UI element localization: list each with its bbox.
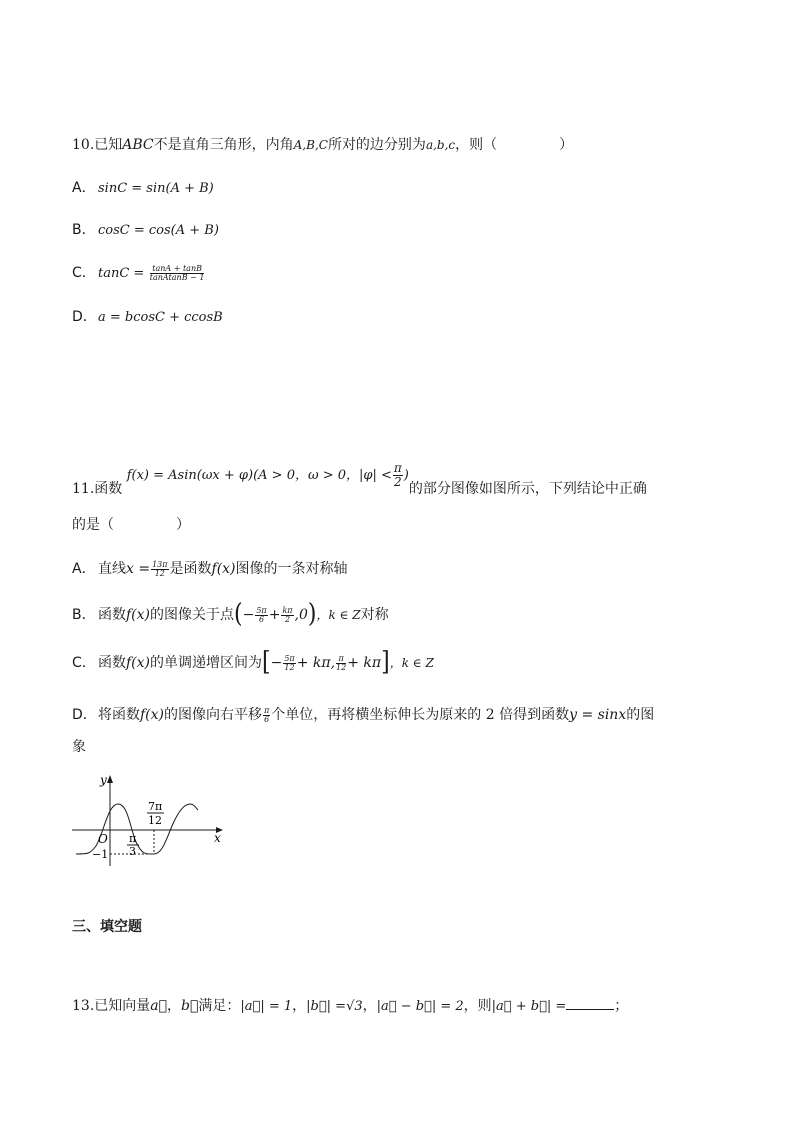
- seven-pi-twelve-numerator: 7π: [148, 800, 163, 813]
- option-lhs: tanC =: [98, 266, 145, 281]
- q10-triangle: ABC: [122, 137, 154, 153]
- sine-curve: [76, 804, 198, 854]
- minus-one-label: −1: [92, 848, 109, 861]
- condition-2: |b⃗| =: [306, 999, 347, 1014]
- q11-option-c[interactable]: C． 函数f(x)的单调递增区间为[− $\frac{5\pi}{12}$ + kπ, $\frac{\pi}{12}$ + kπ]，k ∈ Z: [72, 647, 434, 678]
- y-axis-arrow: [107, 775, 113, 783]
- option-fraction: [281, 607, 293, 624]
- right-bracket: ]: [381, 647, 390, 678]
- fraction-numerator: 5π: [256, 605, 267, 615]
- option-letter: B．: [72, 607, 96, 623]
- q13-satisfy: 满足：: [198, 998, 241, 1014]
- fraction-denominator: 2: [284, 614, 291, 624]
- option-expression: sinC = sin(A + B): [98, 181, 214, 196]
- q10-sides: a,b,c: [425, 138, 456, 152]
- pi-over-two: [393, 462, 403, 489]
- q10-close: ）: [559, 137, 574, 153]
- option-math: x =: [126, 561, 151, 577]
- section-heading: 三、填空题: [72, 919, 142, 935]
- option-condition: ，k ∈ Z: [316, 608, 361, 622]
- option-text: 对称: [360, 607, 389, 623]
- q10-option-a[interactable]: [72, 177, 214, 200]
- question-13: 13.已知向量a⃗，b⃗满足：|a⃗| = 1，|b⃗| =√3，|a⃗ − b⃗| = 2，则|a⃗ + b⃗| = ；: [72, 998, 629, 1014]
- q10-prefix: 10.已知: [72, 137, 123, 153]
- fraction-numerator: 13π: [152, 559, 168, 569]
- q13-end: ；: [614, 998, 629, 1014]
- q11-option-d[interactable]: [72, 704, 654, 726]
- question-10-stem: [72, 134, 573, 156]
- option-text: 函数: [98, 655, 126, 671]
- fraction-denominator: 6: [258, 614, 265, 624]
- q10-option-d[interactable]: [72, 306, 223, 329]
- function-graph: [66, 770, 236, 870]
- option-text: 是函数: [169, 561, 212, 577]
- fraction-numerator: π: [393, 461, 402, 475]
- option-letter: C．: [72, 655, 96, 671]
- formula-close: ): [403, 468, 409, 483]
- option-text: 图像的一条对称轴: [235, 561, 348, 577]
- option-text: 的单调递增区间为: [150, 655, 263, 671]
- option-letter: C．: [72, 265, 96, 281]
- origin-label: O: [98, 832, 108, 846]
- option-letter: A．: [72, 561, 96, 577]
- condition-3: |a⃗ − b⃗| = 2: [376, 999, 464, 1014]
- option-fraction: [150, 265, 205, 282]
- formula-text: f(x) = Asin(ωx + φ)(A > 0，ω > 0，|φ| <: [126, 468, 392, 483]
- option-math: f(x): [126, 655, 151, 671]
- q11-formula: [126, 461, 409, 489]
- option-fraction: [255, 607, 267, 624]
- option-text: 象: [72, 739, 86, 755]
- q10-text2: 所对的边分别为: [327, 137, 426, 153]
- option-text: 个单位，再将横坐标伸长为原来的 2 倍得到函数: [271, 707, 570, 723]
- option-text: 函数: [98, 607, 126, 623]
- option-math: + kπ: [347, 655, 382, 671]
- q11-tail: 的部分图像如图所示，下列结论中正确: [408, 481, 647, 497]
- option-math: + kπ,: [296, 655, 336, 671]
- option-text: 直线: [98, 561, 126, 577]
- left-paren: (: [234, 599, 243, 630]
- left-bracket: [: [262, 647, 271, 678]
- q13-ask: |a⃗ + b⃗| =: [491, 999, 567, 1014]
- fraction-denominator: 12: [336, 662, 347, 672]
- fraction-denominator: tanAtanB − 1: [149, 272, 205, 282]
- option-math: +: [268, 607, 281, 623]
- option-text: 将函数: [98, 707, 140, 723]
- answer-blank[interactable]: [566, 997, 614, 1010]
- fraction-denominator: 6: [264, 714, 270, 724]
- condition-1: |a⃗| = 1: [240, 999, 293, 1014]
- q10-option-b[interactable]: [72, 219, 219, 242]
- q13-comma: ，: [167, 998, 182, 1014]
- pi-third-denominator: 3: [129, 845, 136, 858]
- seven-pi-twelve-denominator: 12: [148, 814, 162, 827]
- q10-option-c[interactable]: [72, 262, 205, 285]
- q11-option-d-line2: [72, 736, 86, 758]
- option-math: ,0: [294, 607, 308, 623]
- fraction-denominator: 12: [284, 662, 295, 672]
- x-axis-label: x: [214, 831, 221, 845]
- fraction-numerator: π: [336, 655, 346, 664]
- y-axis-label: y: [100, 773, 107, 787]
- q10-angles: A,B,C: [293, 138, 328, 152]
- pi-third-numerator: π: [129, 832, 137, 845]
- q13-prefix: 13.已知向量: [72, 998, 151, 1014]
- question-11-stem: [72, 461, 647, 503]
- option-text: 的图像向右平移: [164, 707, 263, 723]
- option-math: f(x): [211, 561, 236, 577]
- option-fraction: [283, 655, 295, 672]
- option-letter: D．: [72, 309, 97, 325]
- option-expression: cosC = cos(A + B): [98, 223, 219, 238]
- fraction-numerator: π: [264, 705, 270, 715]
- q11-prefix: 11.函数: [72, 481, 123, 497]
- q11-option-b[interactable]: B． 函数f(x)的图像关于点(− $\frac{5\pi}{6}$ + $\frac{k\pi}{2}$ ,0)，k ∈ Z对称: [72, 599, 389, 630]
- q10-text: 不是直角三角形，内角: [153, 137, 294, 153]
- question-11-stem-line2: [72, 514, 190, 536]
- option-math: f(x): [126, 607, 151, 623]
- option-math: y = sinx: [569, 707, 627, 723]
- sqrt-three: √3: [346, 999, 363, 1014]
- vector-a: a⃗: [150, 998, 168, 1014]
- option-math: f(x): [140, 707, 165, 723]
- right-paren: ): [307, 599, 317, 630]
- q13-then: 则: [477, 998, 492, 1014]
- q10-tail: ，则（: [455, 137, 498, 153]
- fraction-denominator: 12: [154, 568, 165, 578]
- option-condition: ，k ∈ Z: [389, 656, 434, 670]
- option-letter: B．: [72, 222, 96, 238]
- option-fraction: [336, 655, 346, 672]
- option-fraction: [263, 707, 270, 724]
- option-letter: A．: [72, 180, 96, 196]
- fraction-numerator: kπ: [282, 605, 293, 615]
- fraction-numerator: tanA + tanB: [150, 265, 205, 274]
- fraction-denominator: 2: [394, 475, 402, 489]
- option-text: 的图: [626, 707, 655, 723]
- option-letter: D．: [72, 707, 97, 723]
- q11-option-a[interactable]: [72, 558, 348, 580]
- q11-line2: 的是（: [72, 517, 114, 533]
- fraction-numerator: 5π: [284, 653, 295, 663]
- q11-close: ）: [176, 517, 190, 533]
- vector-b: b⃗: [181, 998, 199, 1014]
- option-fraction: [151, 561, 168, 578]
- option-expression: a = bcosC + ccosB: [98, 310, 223, 325]
- option-text: 的图像关于点: [150, 607, 235, 623]
